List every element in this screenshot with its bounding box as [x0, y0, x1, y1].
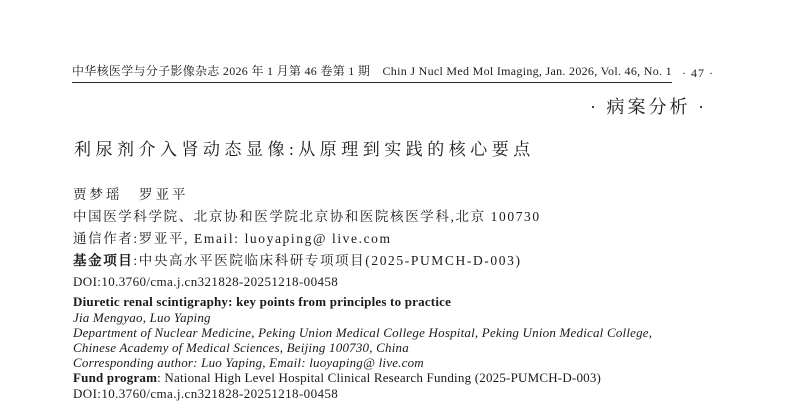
correspondence-en: Corresponding author: Luo Yaping, Email: luoyaping@ live.com [73, 355, 424, 370]
fund-line-en [73, 371, 601, 384]
affiliation-en-line2: Chinese Academy of Medical Sciences, Beijing 100730, China [73, 340, 409, 355]
fund-label-zh: 基金项目 [73, 253, 134, 268]
affiliation-en-line1: Department of Nuclear Medicine, Peking Union Medical College Hospital, Peking Union Medical College, [73, 325, 653, 340]
article-title-zh: 利尿剂介入肾动态显像:从原理到实践的核心要点 [74, 140, 535, 159]
doi-zh: DOI:10.3760/cma.j.cn321828-20251218-00458 [73, 274, 339, 289]
journal-header-line: 中华核医学与分子影像杂志 2026 年 1 月第 46 卷第 1 期 Chin J Nucl Med Mol Imaging, Jan. 2026, Vol. 46, No. 1 [72, 65, 672, 83]
correspondence-zh: 通信作者:罗亚平, Email: luoyaping@ live.com [73, 231, 392, 246]
fund-line-zh [73, 254, 522, 268]
doi-en: DOI:10.3760/cma.j.cn321828-20251218-00458 [73, 386, 339, 401]
fund-text-zh: :中央高水平医院临床科研专项项目(2025-PUMCH-D-003) [133, 253, 522, 268]
article-title-en: Diuretic renal scintigraphy: key points from principles to practice [73, 294, 452, 309]
fund-text-en: : National High Level Hospital Clinical Research Funding (2025-PUMCH-D-003) [157, 370, 602, 385]
page-number: · 47 · [682, 66, 714, 80]
section-label: · 病案分析 · [590, 97, 707, 117]
authors-en: Jia Mengyao, Luo Yaping [73, 310, 211, 325]
authors-zh: 贾梦瑶 罗亚平 [73, 187, 189, 202]
fund-label-en: Fund program [73, 370, 158, 385]
affiliation-zh: 中国医学科学院、北京协和医学院北京协和医院核医学科,北京 100730 [73, 209, 541, 224]
